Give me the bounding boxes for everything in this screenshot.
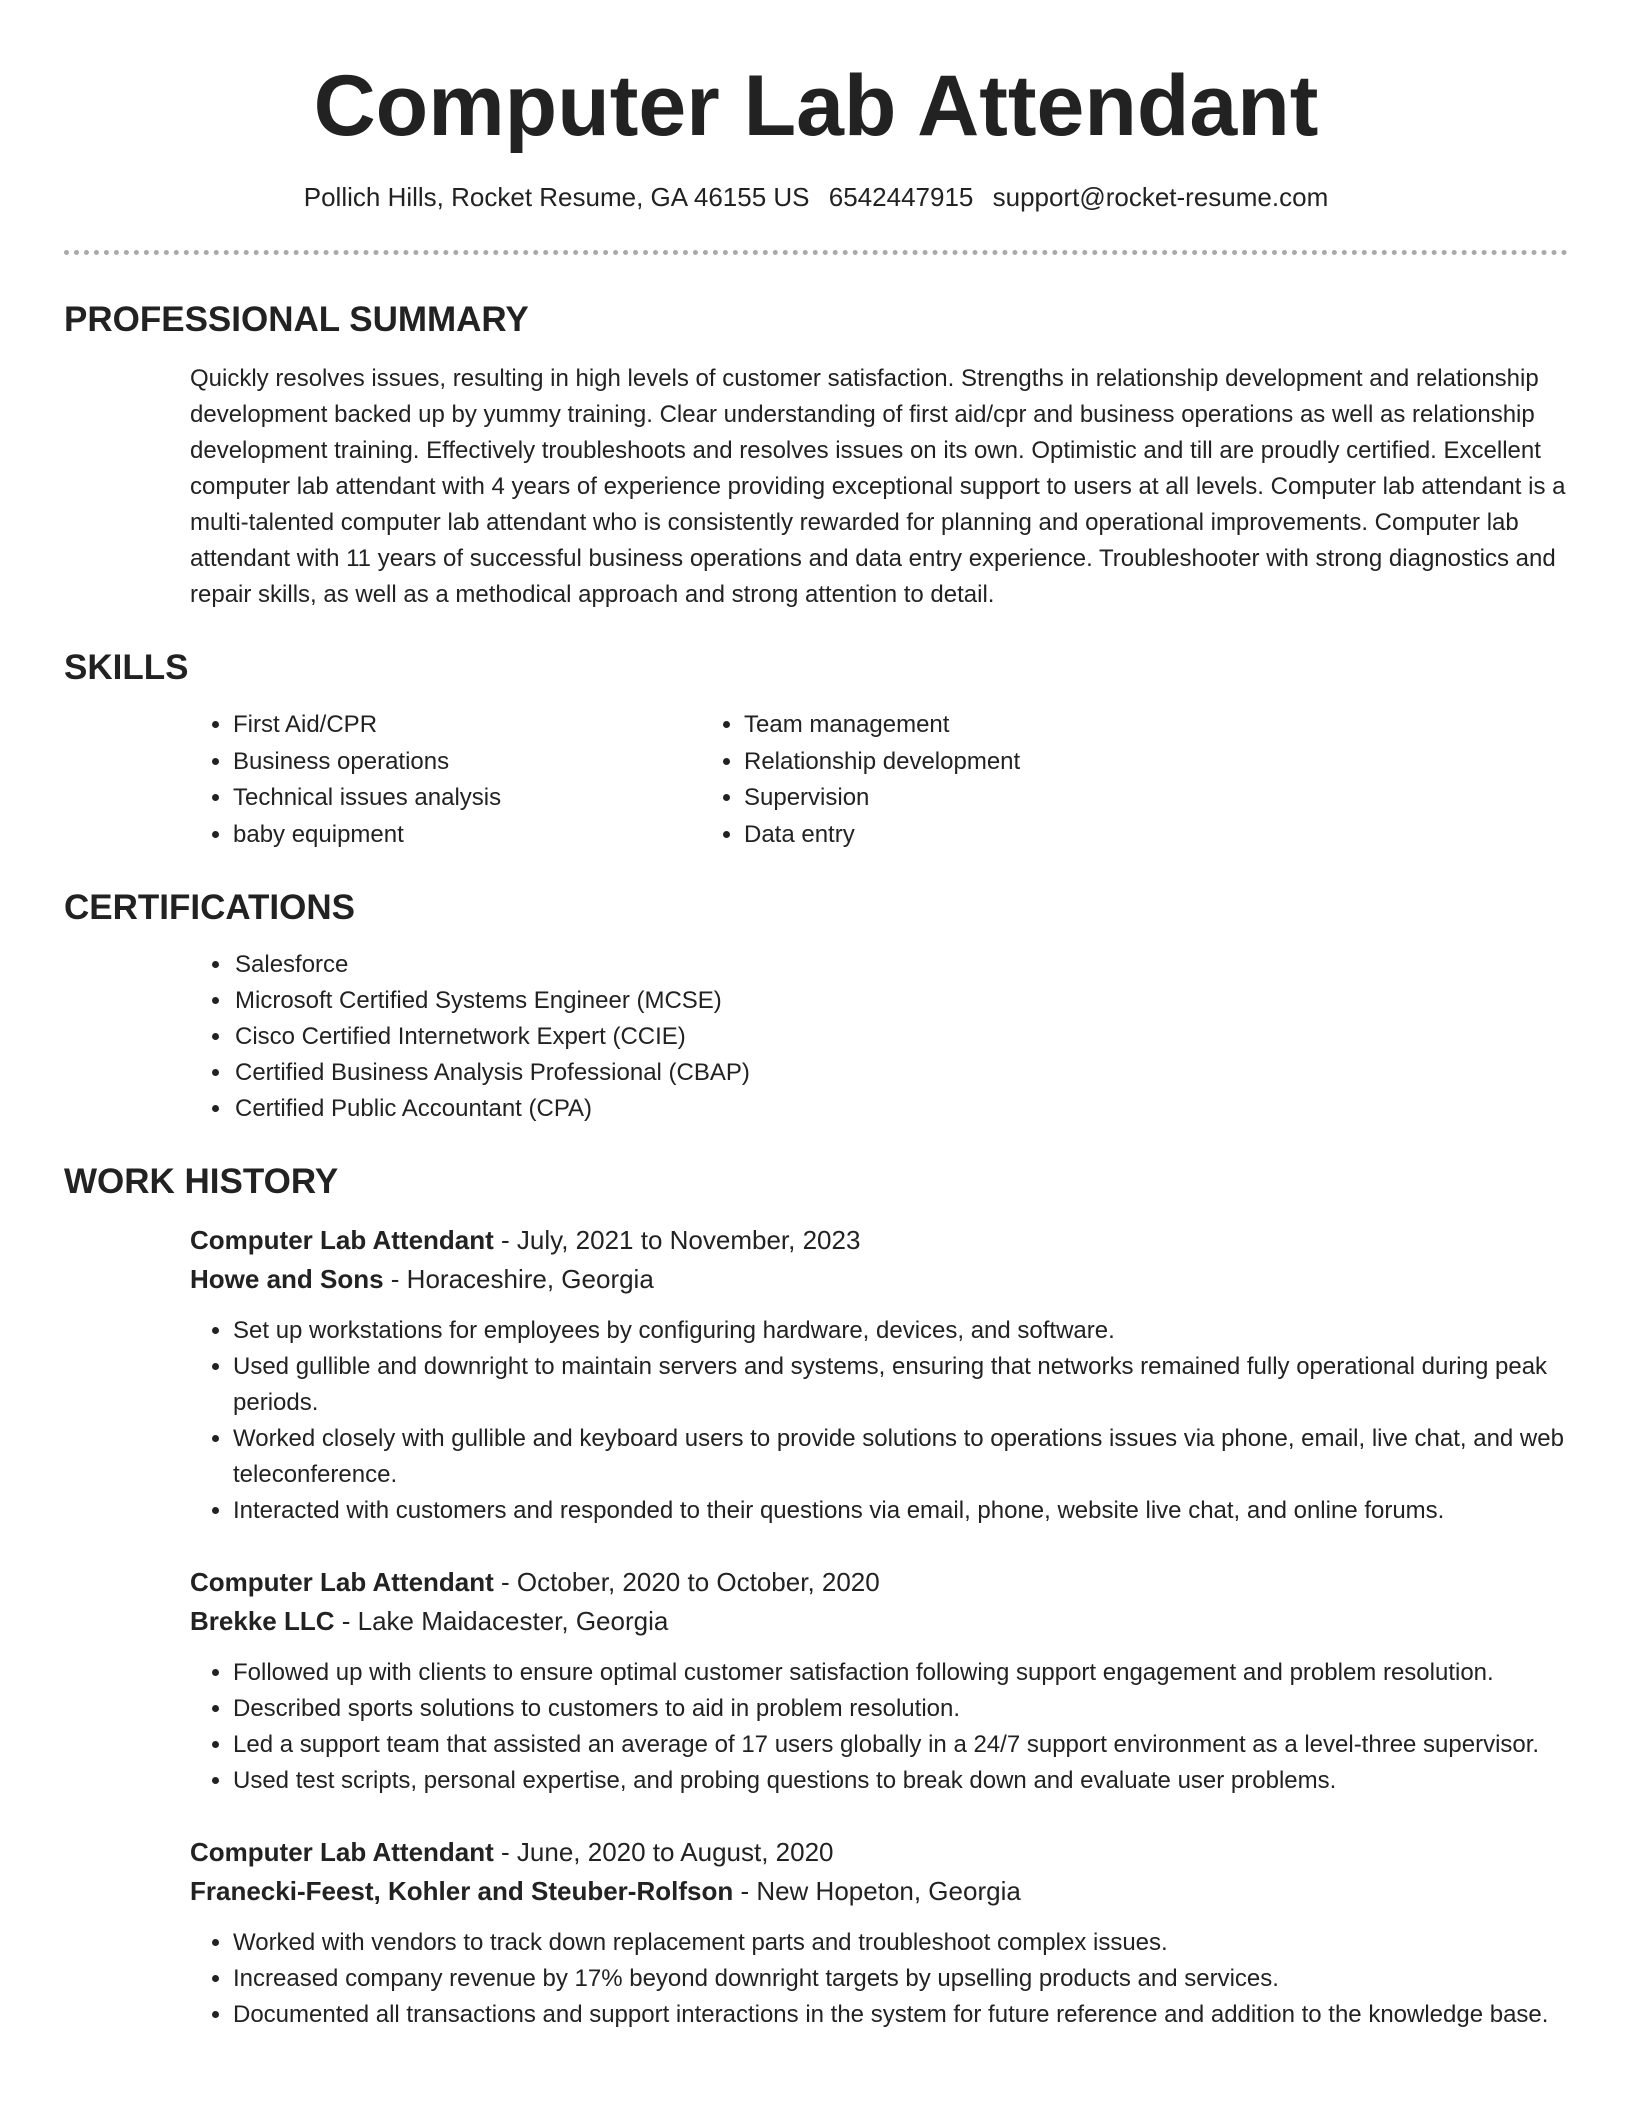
- job-employer: [190, 1602, 1568, 1641]
- job-entry: [190, 1563, 1568, 1799]
- header-divider: [64, 250, 1568, 255]
- job-heading: [190, 1221, 1568, 1260]
- job-dates: - October, 2020 to October, 2020: [493, 1567, 880, 1597]
- skills-title: SKILLS: [64, 648, 189, 687]
- certification-item: • Salesforce: [233, 947, 1568, 983]
- contact-email: support@rocket-resume.com: [992, 182, 1329, 212]
- job-duty: • Used test scripts, personal expertise, and probing questions to break down and evaluate user problems.: [233, 1763, 1568, 1799]
- skill-item: • Business operations: [233, 744, 744, 781]
- certifications-section: [64, 883, 1568, 1127]
- job-duties: [233, 1925, 1568, 2033]
- job-duties: [233, 1313, 1568, 1529]
- skills-section: [64, 643, 1568, 853]
- work-history-title: WORK HISTORY: [64, 1162, 339, 1201]
- skill-item: • Team management: [744, 707, 1020, 744]
- job-duty: • Led a support team that assisted an average of 17 users globally in a 24/7 support environment as a level-three supervisor.: [233, 1727, 1568, 1763]
- summary-section: [64, 295, 1568, 613]
- certifications-title: CERTIFICATIONS: [64, 888, 356, 927]
- skill-item: • Supervision: [744, 780, 1020, 817]
- job-duty: • Followed up with clients to ensure optimal customer satisfaction following support engagement and problem resolution.: [233, 1655, 1568, 1691]
- job-duty: • Documented all transactions and support interactions in the system for future reference and addition to the knowledge base.: [233, 1997, 1568, 2033]
- certification-item: • Certified Public Accountant (CPA): [233, 1091, 1568, 1127]
- certifications-list: [233, 947, 1568, 1127]
- skill-item: • Technical issues analysis: [233, 780, 744, 817]
- certification-item: • Microsoft Certified Systems Engineer (MCSE): [233, 983, 1568, 1019]
- job-role: Computer Lab Attendant: [190, 1225, 494, 1255]
- job-employer: [190, 1260, 1568, 1299]
- resume-content: [64, 295, 1568, 2033]
- resume-name: Computer Lab Attendant: [313, 58, 1319, 154]
- skill-item: • First Aid/CPR: [233, 707, 744, 744]
- contact-address: Pollich Hills, Rocket Resume, GA 46155 US: [303, 182, 810, 212]
- job-heading: [190, 1833, 1568, 1872]
- job-company: Brekke LLC: [190, 1606, 335, 1636]
- job-company: Franecki-Feest, Kohler and Steuber-Rolfson: [190, 1876, 734, 1906]
- job-role: Computer Lab Attendant: [190, 1837, 494, 1867]
- skill-item: • baby equipment: [233, 817, 744, 854]
- job-duty: • Increased company revenue by 17% beyond downright targets by upselling products and services.: [233, 1961, 1568, 1997]
- job-duty: • Set up workstations for employees by configuring hardware, devices, and software.: [233, 1313, 1568, 1349]
- certification-item: • Cisco Certified Internetwork Expert (CCIE): [233, 1019, 1568, 1055]
- summary-text: Quickly resolves issues, resulting in high levels of customer satisfaction. Strengths in relationship development and relationship development backed up by yummy training. Clear understanding of first aid/cpr and business operations as well as relationship development training. Effectively troubleshoots and resolves issues on its own. Optimistic and till are proudly certified. Excellent computer lab attendant with 4 years of experience providing exceptional support to users at all levels. Computer lab attendant is a multi-talented computer lab attendant who is consistently rewarded for planning and operational improvements. Computer lab attendant with 11 years of successful business operations and data entry experience. Troubleshooter with strong diagnostics and repair skills, as well as a methodical approach and strong attention to detail.: [190, 365, 1566, 608]
- summary-title: PROFESSIONAL SUMMARY: [64, 300, 529, 339]
- job-role: Computer Lab Attendant: [190, 1567, 494, 1597]
- job-duty: • Used gullible and downright to maintain servers and systems, ensuring that networks remained fully operational during peak periods.: [233, 1349, 1568, 1421]
- job-duty: • Described sports solutions to customers to aid in problem resolution.: [233, 1691, 1568, 1727]
- job-duty: • Worked with vendors to track down replacement parts and troubleshoot complex issues.: [233, 1925, 1568, 1961]
- job-duty: • Interacted with customers and responded to their questions via email, phone, website live chat, and online forums.: [233, 1493, 1568, 1529]
- job-company: Howe and Sons: [190, 1264, 384, 1294]
- contact-phone: 6542447915: [828, 182, 974, 212]
- contact-line: [0, 180, 1632, 214]
- job-dates: - July, 2021 to November, 2023: [493, 1225, 861, 1255]
- job-duties: [233, 1655, 1568, 1799]
- job-location: - New Hopeton, Georgia: [733, 1876, 1021, 1906]
- skills-list-right: [744, 707, 1020, 853]
- job-heading: [190, 1563, 1568, 1602]
- certification-item: • Certified Business Analysis Professional (CBAP): [233, 1055, 1568, 1091]
- job-entry: [190, 1221, 1568, 1529]
- job-location: - Lake Maidacester, Georgia: [334, 1606, 669, 1636]
- skills-columns: [64, 707, 1568, 853]
- job-entry: [190, 1833, 1568, 2033]
- job-duty: • Worked closely with gullible and keyboard users to provide solutions to operations issues via phone, email, live chat, and web teleconference.: [233, 1421, 1568, 1493]
- job-employer: [190, 1872, 1568, 1911]
- skill-item: • Data entry: [744, 817, 1020, 854]
- job-dates: - June, 2020 to August, 2020: [493, 1837, 834, 1867]
- skills-list-left: [233, 707, 744, 853]
- work-history-section: [64, 1157, 1568, 2033]
- skill-item: • Relationship development: [744, 744, 1020, 781]
- job-location: - Horaceshire, Georgia: [383, 1264, 654, 1294]
